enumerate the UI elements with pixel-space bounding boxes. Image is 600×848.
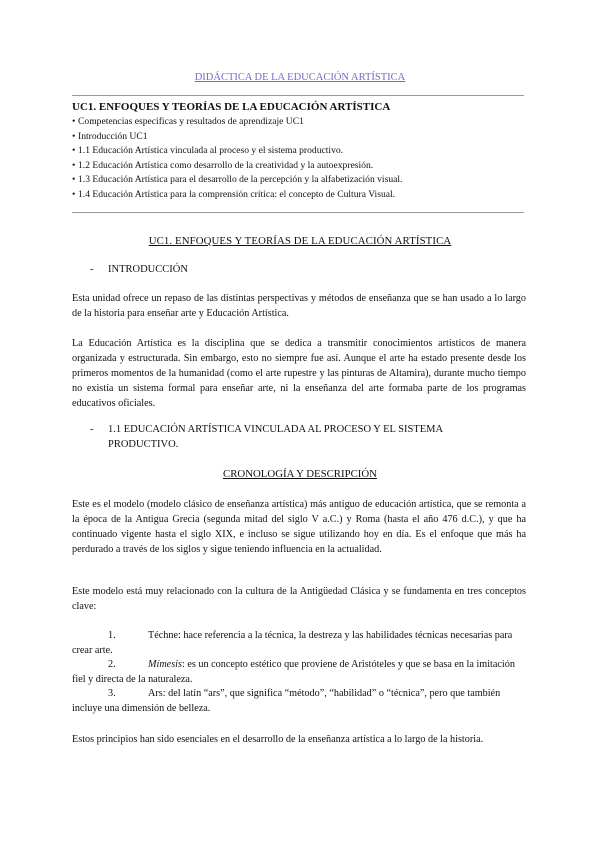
concept-text: : es un concepto estético que proviene de Aristóteles y que se basa en la imitación fiel y directa de la naturaleza. xyxy=(72,659,515,685)
toc-item-label: 1.1 Educación Artística vinculada al proceso y el sistema productivo. xyxy=(78,145,344,157)
dash-marker: - xyxy=(90,264,94,275)
dash-marker: - xyxy=(90,424,94,435)
bullet-icon: • xyxy=(72,174,76,186)
toc-item[interactable] xyxy=(72,173,532,188)
concept-term: Téchne xyxy=(148,630,178,641)
intro-heading-label: INTRODUCCIÓN xyxy=(108,264,188,275)
concept-item xyxy=(72,629,526,658)
concept-text: : del latín “ars”, que significa “método”, “habilidad” o “técnica”, pero que también incluye una dimensión de belleza. xyxy=(72,688,501,714)
concept-item xyxy=(72,687,526,716)
concept-text: : hace referencia a la técnica, la destreza y las habilidades técnicas necesarias para crear arte. xyxy=(72,630,513,656)
bullet-icon: • xyxy=(72,130,76,142)
toc-item[interactable] xyxy=(72,130,532,145)
divider-top xyxy=(72,95,524,96)
concept-term: Ars xyxy=(148,688,163,699)
paragraph-classic-model: Este es el modelo (modelo clásico de enseñanza artística) más antiguo de educación artística, que se remonta a la época de la Antigua Grecia (segunda mitad del siglo V a.C.) y Roma (hasta el año 476 d.C.), y que ha continuado vigente hasta el siglo XIX, e incluso se sigue utilizando hoy en día. Es el enfoque que más ha perdurado a través de los siglos y sigue teniendo influencia en la actualidad. xyxy=(72,499,526,555)
concept-item xyxy=(72,658,526,687)
toc-item[interactable] xyxy=(72,115,532,130)
toc-item[interactable] xyxy=(72,159,532,174)
toc-item-label: 1.4 Educación Artística para la comprensión crítica: el concepto de Cultura Visual. xyxy=(78,188,396,200)
concept-number: 2. xyxy=(108,659,116,670)
paragraph-principles: Estos principios han sido esenciales en el desarrollo de la enseñanza artística a lo largo de la historia. xyxy=(72,734,484,745)
concept-number: 3. xyxy=(108,688,116,699)
table-of-contents xyxy=(72,100,532,203)
paragraph-intro: Esta unidad ofrece un repaso de las distintas perspectivas y métodos de enseñanza que se han usado a lo largo de la historia para enseñar arte y Educación Artística. xyxy=(72,293,526,319)
paragraph-definition: La Educación Artística es la disciplina que se dedica a transmitir conocimientos artísticos de manera organizada y estructurada. Sin embargo, esto no siempre fue así. Aunque el arte ha estado presente desde los primeros momentos de la humanidad (como el arte rupestre y las pinturas de Altamira), durante mucho tiempo no existía un sistema formal para enseñar arte, ni la enseñanza del arte formaba parte de los programas educativos oficiales. xyxy=(72,338,526,409)
toc-item-label: 1.2 Educación Artística como desarrollo de la creatividad y la autoexpresión. xyxy=(78,159,374,171)
section-11-heading xyxy=(90,422,520,452)
bullet-icon: • xyxy=(72,159,76,171)
section-11-heading-label: 1.1 EDUCACIÓN ARTÍSTICA VINCULADA AL PROCESO Y EL SISTEMA PRODUCTIVO. xyxy=(108,424,443,450)
chronology-title: CRONOLOGÍA Y DESCRIPCIÓN xyxy=(223,468,377,480)
toc-item[interactable] xyxy=(72,144,532,159)
document-title: DIDÁCTICA DE LA EDUCACIÓN ARTÍSTICA xyxy=(194,72,406,83)
toc-item-label: 1.3 Educación Artística para el desarrollo de la percepción y la alfabetización visual. xyxy=(78,174,403,186)
bullet-icon: • xyxy=(72,145,76,157)
toc-item-label: Introducción UC1 xyxy=(78,130,148,142)
bullet-icon: • xyxy=(72,116,76,127)
bullet-icon: • xyxy=(72,188,76,200)
concept-number: 1. xyxy=(108,630,116,641)
section-title: UC1. ENFOQUES Y TEORÍAS DE LA EDUCACIÓN ARTÍSTICA xyxy=(148,235,452,247)
toc-item-label: Competencias específicas y resultados de aprendizaje UC1 xyxy=(78,116,304,127)
divider-bottom xyxy=(72,212,524,213)
concept-term: Mímesis xyxy=(148,659,182,670)
toc-item[interactable] xyxy=(72,188,532,203)
paragraph-key-concepts: Este modelo está muy relacionado con la cultura de la Antigüedad Clásica y se fundamenta en tres conceptos clave: xyxy=(72,586,526,612)
toc-heading: UC1. ENFOQUES Y TEORÍAS DE LA EDUCACIÓN ARTÍSTICA xyxy=(72,101,391,113)
